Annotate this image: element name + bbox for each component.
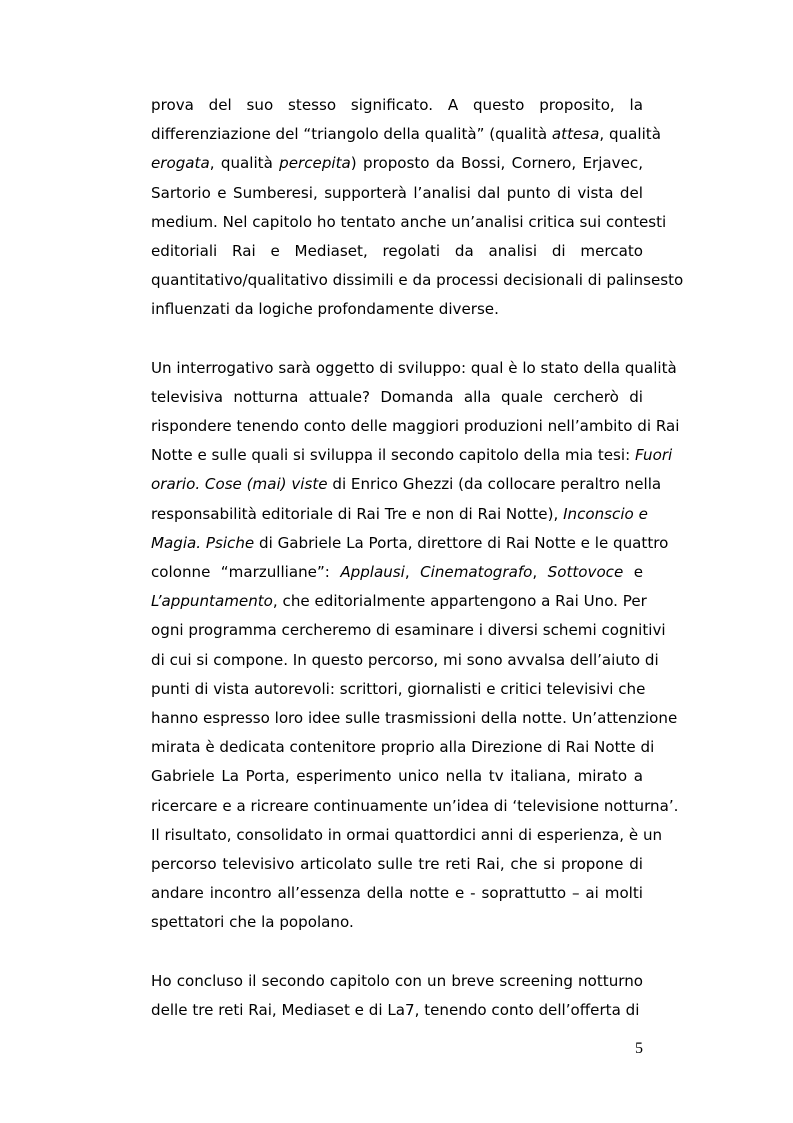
- text-run: punti di vista autorevoli: scrittori, giornalisti e critici televisivi che: [151, 679, 646, 698]
- text-line: [151, 646, 659, 675]
- text-run: televisiva notturna attuale? Domanda alla quale cercherò di: [151, 387, 643, 406]
- text-run: , che editorialmente appartengono a Rai Uno. Per: [272, 592, 647, 611]
- text-run: Gabriele La Porta, esperimento unico nella tv italiana, mirato a: [151, 767, 643, 786]
- paragraph: [151, 354, 680, 938]
- text-line: [151, 441, 673, 470]
- italic-title: orario. Cose (mai) viste: [151, 475, 328, 494]
- text-line: [151, 616, 666, 645]
- italic-title: erogata: [151, 154, 210, 173]
- text-run: spettatori che la popolano.: [151, 913, 354, 932]
- text-run: differenziazione del “triangolo della qualità” (qualità: [151, 125, 552, 144]
- text-run: di cui si compone. In questo percorso, mi sono avvalsa dell’aiuto di: [151, 650, 659, 669]
- text-run: influenzati da logiche profondamente diverse.: [151, 300, 499, 319]
- text-run: , qualità: [209, 154, 280, 173]
- text-run: percorso televisivo articolato sulle tre reti Rai, che si propone di: [151, 855, 643, 874]
- text-run: di Enrico Ghezzi (da collocare peraltro nella: [327, 475, 662, 494]
- text-line: [151, 558, 643, 587]
- text-line: [151, 879, 643, 908]
- body-text: [151, 91, 684, 1025]
- text-line: [151, 295, 643, 324]
- text-run: di Gabriele La Porta, direttore di Rai Notte e le quattro: [254, 533, 669, 552]
- text-line: [151, 850, 643, 879]
- text-run: hanno espresso loro idee sulle trasmissioni della notte. Un’attenzione: [151, 709, 678, 728]
- text-line: [151, 675, 646, 704]
- italic-title: percepita: [279, 154, 351, 173]
- text-run: ogni programma cercheremo di esaminare i diversi schemi cognitivi: [151, 621, 666, 640]
- italic-title: Magia. Psiche: [151, 533, 255, 552]
- text-line: [151, 792, 679, 821]
- text-run: editoriali Rai e Mediaset, regolati da analisi di mercato: [151, 242, 643, 261]
- text-line: [151, 967, 643, 996]
- text-line: [151, 529, 669, 558]
- text-run: quantitativo/qualitativo dissimili e da processi decisionali di palinsesto: [151, 271, 684, 290]
- text-line: [151, 412, 680, 441]
- text-line: [151, 266, 684, 295]
- italic-title: Inconscio e: [563, 504, 648, 523]
- text-line: [151, 821, 663, 850]
- text-run: Il risultato, consolidato in ormai quattordici anni di esperienza, è un: [151, 825, 663, 844]
- italic-title: attesa: [551, 125, 600, 144]
- text-run: ) proposto da Bossi, Cornero, Erjavec,: [350, 154, 643, 173]
- italic-title: L’appuntamento: [151, 592, 273, 611]
- text-run: e: [623, 563, 643, 582]
- text-run: colonne “marzulliane”:: [151, 563, 341, 582]
- text-line: [151, 587, 647, 616]
- text-run: mirata è dedicata contenitore proprio alla Direzione di Rai Notte di: [151, 738, 655, 757]
- text-run: prova del suo stesso significato. A questo proposito, la: [151, 96, 643, 114]
- text-run: delle tre reti Rai, Mediaset e di La7, tenendo conto dell’offerta di: [151, 1000, 640, 1019]
- text-run: rispondere tenendo conto delle maggiori produzioni nell’ambito di Rai: [151, 417, 680, 436]
- text-run: Un interrogativo sarà oggetto di sviluppo: qual è lo stato della qualità: [151, 358, 677, 377]
- text-run: ricercare e a ricreare continuamente un’idea di ‘televisione notturna’.: [151, 796, 679, 815]
- text-line: [151, 470, 662, 499]
- text-run: ,: [532, 563, 548, 582]
- italic-title: Cinematografo: [420, 563, 533, 582]
- text-line: [151, 996, 643, 1025]
- text-line: [151, 908, 643, 937]
- text-line: [151, 762, 643, 791]
- text-line: [151, 179, 643, 208]
- text-line: [151, 237, 643, 266]
- text-line: [151, 120, 661, 149]
- text-run: andare incontro all’essenza della notte e - soprattutto – ai molti: [151, 884, 643, 903]
- text-line: [151, 500, 648, 529]
- paragraph-spacing: [151, 325, 643, 354]
- text-line: [151, 91, 643, 120]
- text-line: [151, 733, 655, 762]
- italic-title: Fuori: [634, 446, 673, 465]
- italic-title: Applausi: [340, 563, 405, 582]
- text-run: Ho concluso il secondo capitolo con un breve screening notturno: [151, 971, 643, 990]
- text-line: [151, 208, 667, 237]
- italic-title: Sottovoce: [547, 563, 624, 582]
- paragraph: [151, 967, 643, 1025]
- paragraph-spacing: [151, 938, 643, 967]
- text-run: Notte e sulle quali si sviluppa il secondo capitolo della mia tesi:: [151, 446, 635, 465]
- text-line: [151, 149, 643, 178]
- text-line: [151, 383, 643, 412]
- text-run: responsabilità editoriale di Rai Tre e non di Rai Notte),: [151, 504, 564, 523]
- text-line: [151, 354, 677, 383]
- paragraph: [151, 91, 684, 325]
- text-run: Sartorio e Sumberesi, supporterà l’analisi dal punto di vista del: [151, 183, 643, 202]
- text-run: ,: [404, 563, 421, 582]
- text-line: [151, 704, 678, 733]
- page-number: 5: [635, 1040, 643, 1057]
- text-run: , qualità: [599, 125, 661, 144]
- text-run: medium. Nel capitolo ho tentato anche un’analisi critica sui contesti: [151, 212, 667, 231]
